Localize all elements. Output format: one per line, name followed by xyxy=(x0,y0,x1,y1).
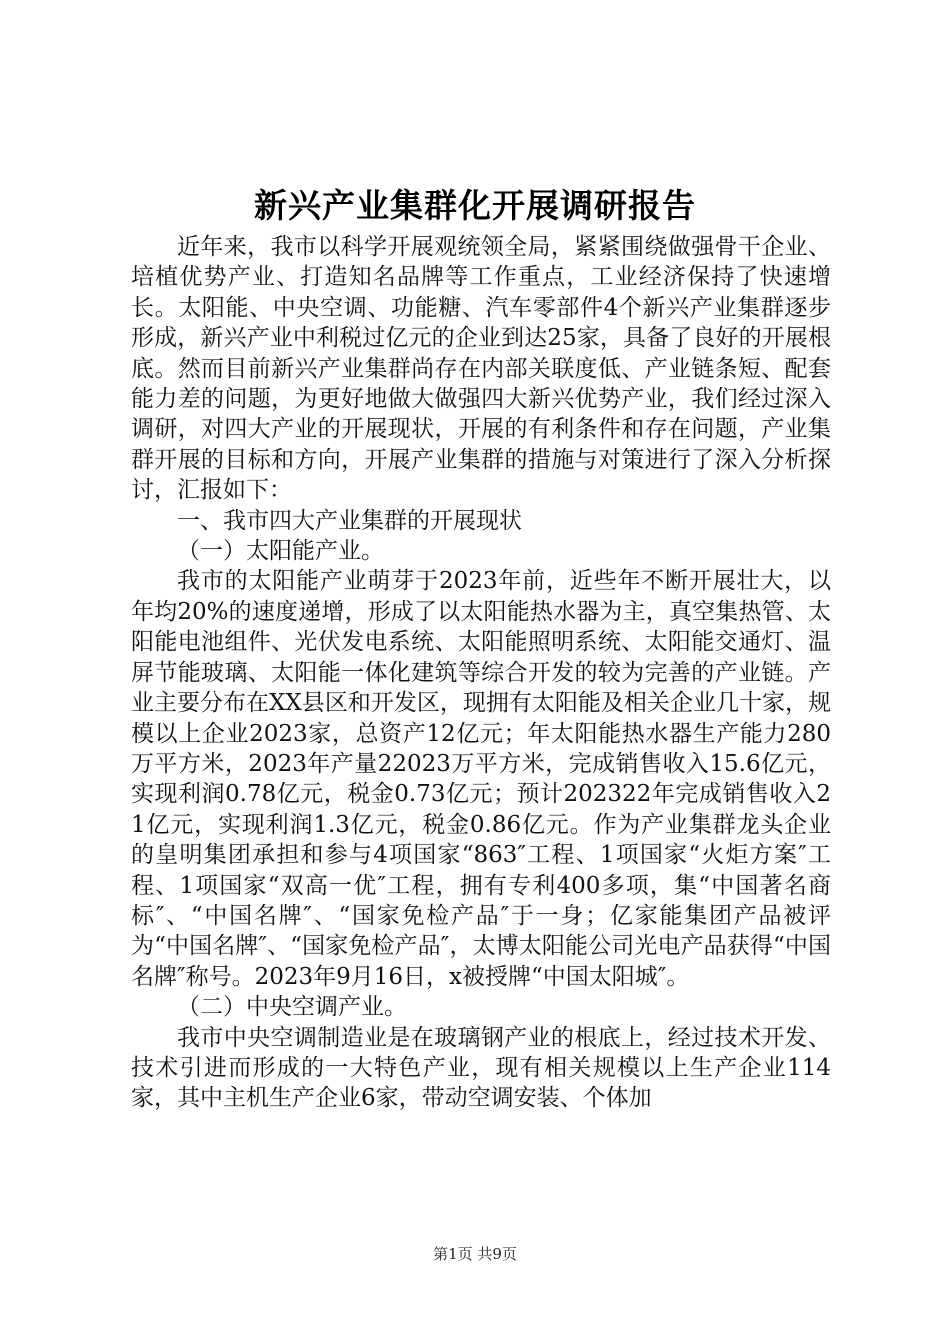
section-heading-1: 一、我市四大产业集群的开展现状 xyxy=(177,507,522,534)
page-footer: 第1页 共9页 xyxy=(433,1245,517,1263)
paragraph-solar: 我市的太阳能产业萌芽于2023年前，近些年不断开展壮大，以年均20%的速度递增，形成了以太阳能热水器为主，真空集热管、太阳能电池组件、光伏发电系统、太阳能照明系统、太阳能交通灯、温屏节能玻璃、太阳能一体化建筑等综合开发的较为完善的产业链。产业主要分布在XX县区和开发区，现拥有太阳能及相关企业几十家，规模以上企业2023家，总资产12亿元；年太阳能热水器生产能力280万平方米，2023年产量22023万平方米，完成销售收入15.6亿元，实现利润0.78亿元，税金0.73亿元；预计202322年完成销售收入21亿元，实现利润1.3亿元，税金0.86亿元。作为产业集群龙头企业的皇明集团承担和参与4项国家“863″工程、1项国家“火炬方案″工程、1项国家“双高一优″工程，拥有专利400多项，集“中国著名商标″、“中国名牌″、“国家免检产品″于一身；亿家能集团产品被评为“中国名牌″、“国家免检产品″，太博太阳能公司光电产品获得“中国名牌″称号。2023年9月16日，x被授牌“中国太阳城″。 xyxy=(131,568,831,990)
paragraph-intro: 近年来，我市以科学开展观统领全局，紧紧围绕做强骨干企业、培植优势产业、打造知名品牌等工作重点，工业经济保持了快速增长。太阳能、中央空调、功能糖、汽车零部件4个新兴产业集群逐步形成，新兴产业中利税过亿元的企业到达25家，具备了良好的开展根底。然而目前新兴产业集群尚存在内部关联度低、产业链条短、配套能力差的问题，为更好地做大做强四大新兴优势产业，我们经过深入调研，对四大产业的开展现状，开展的有利条件和存在问题，产业集群开展的目标和方向，开展产业集群的措施与对策进行了深入分析探讨，汇报如下： xyxy=(131,234,831,504)
document-title: 新兴产业集群化开展调研报告 xyxy=(254,186,696,225)
document-body xyxy=(131,232,831,1114)
subsection-heading-ac: （二）中央空调产业。 xyxy=(177,994,407,1021)
subsection-heading-solar: （一）太阳能产业。 xyxy=(177,538,384,565)
paragraph-ac: 我市中央空调制造业是在玻璃钢产业的根底上，经过技术开发、技术引进而形成的一大特色产业，现有相关规模以上生产企业114家，其中主机生产企业6家，带动空调安装、个体加 xyxy=(131,1024,831,1112)
